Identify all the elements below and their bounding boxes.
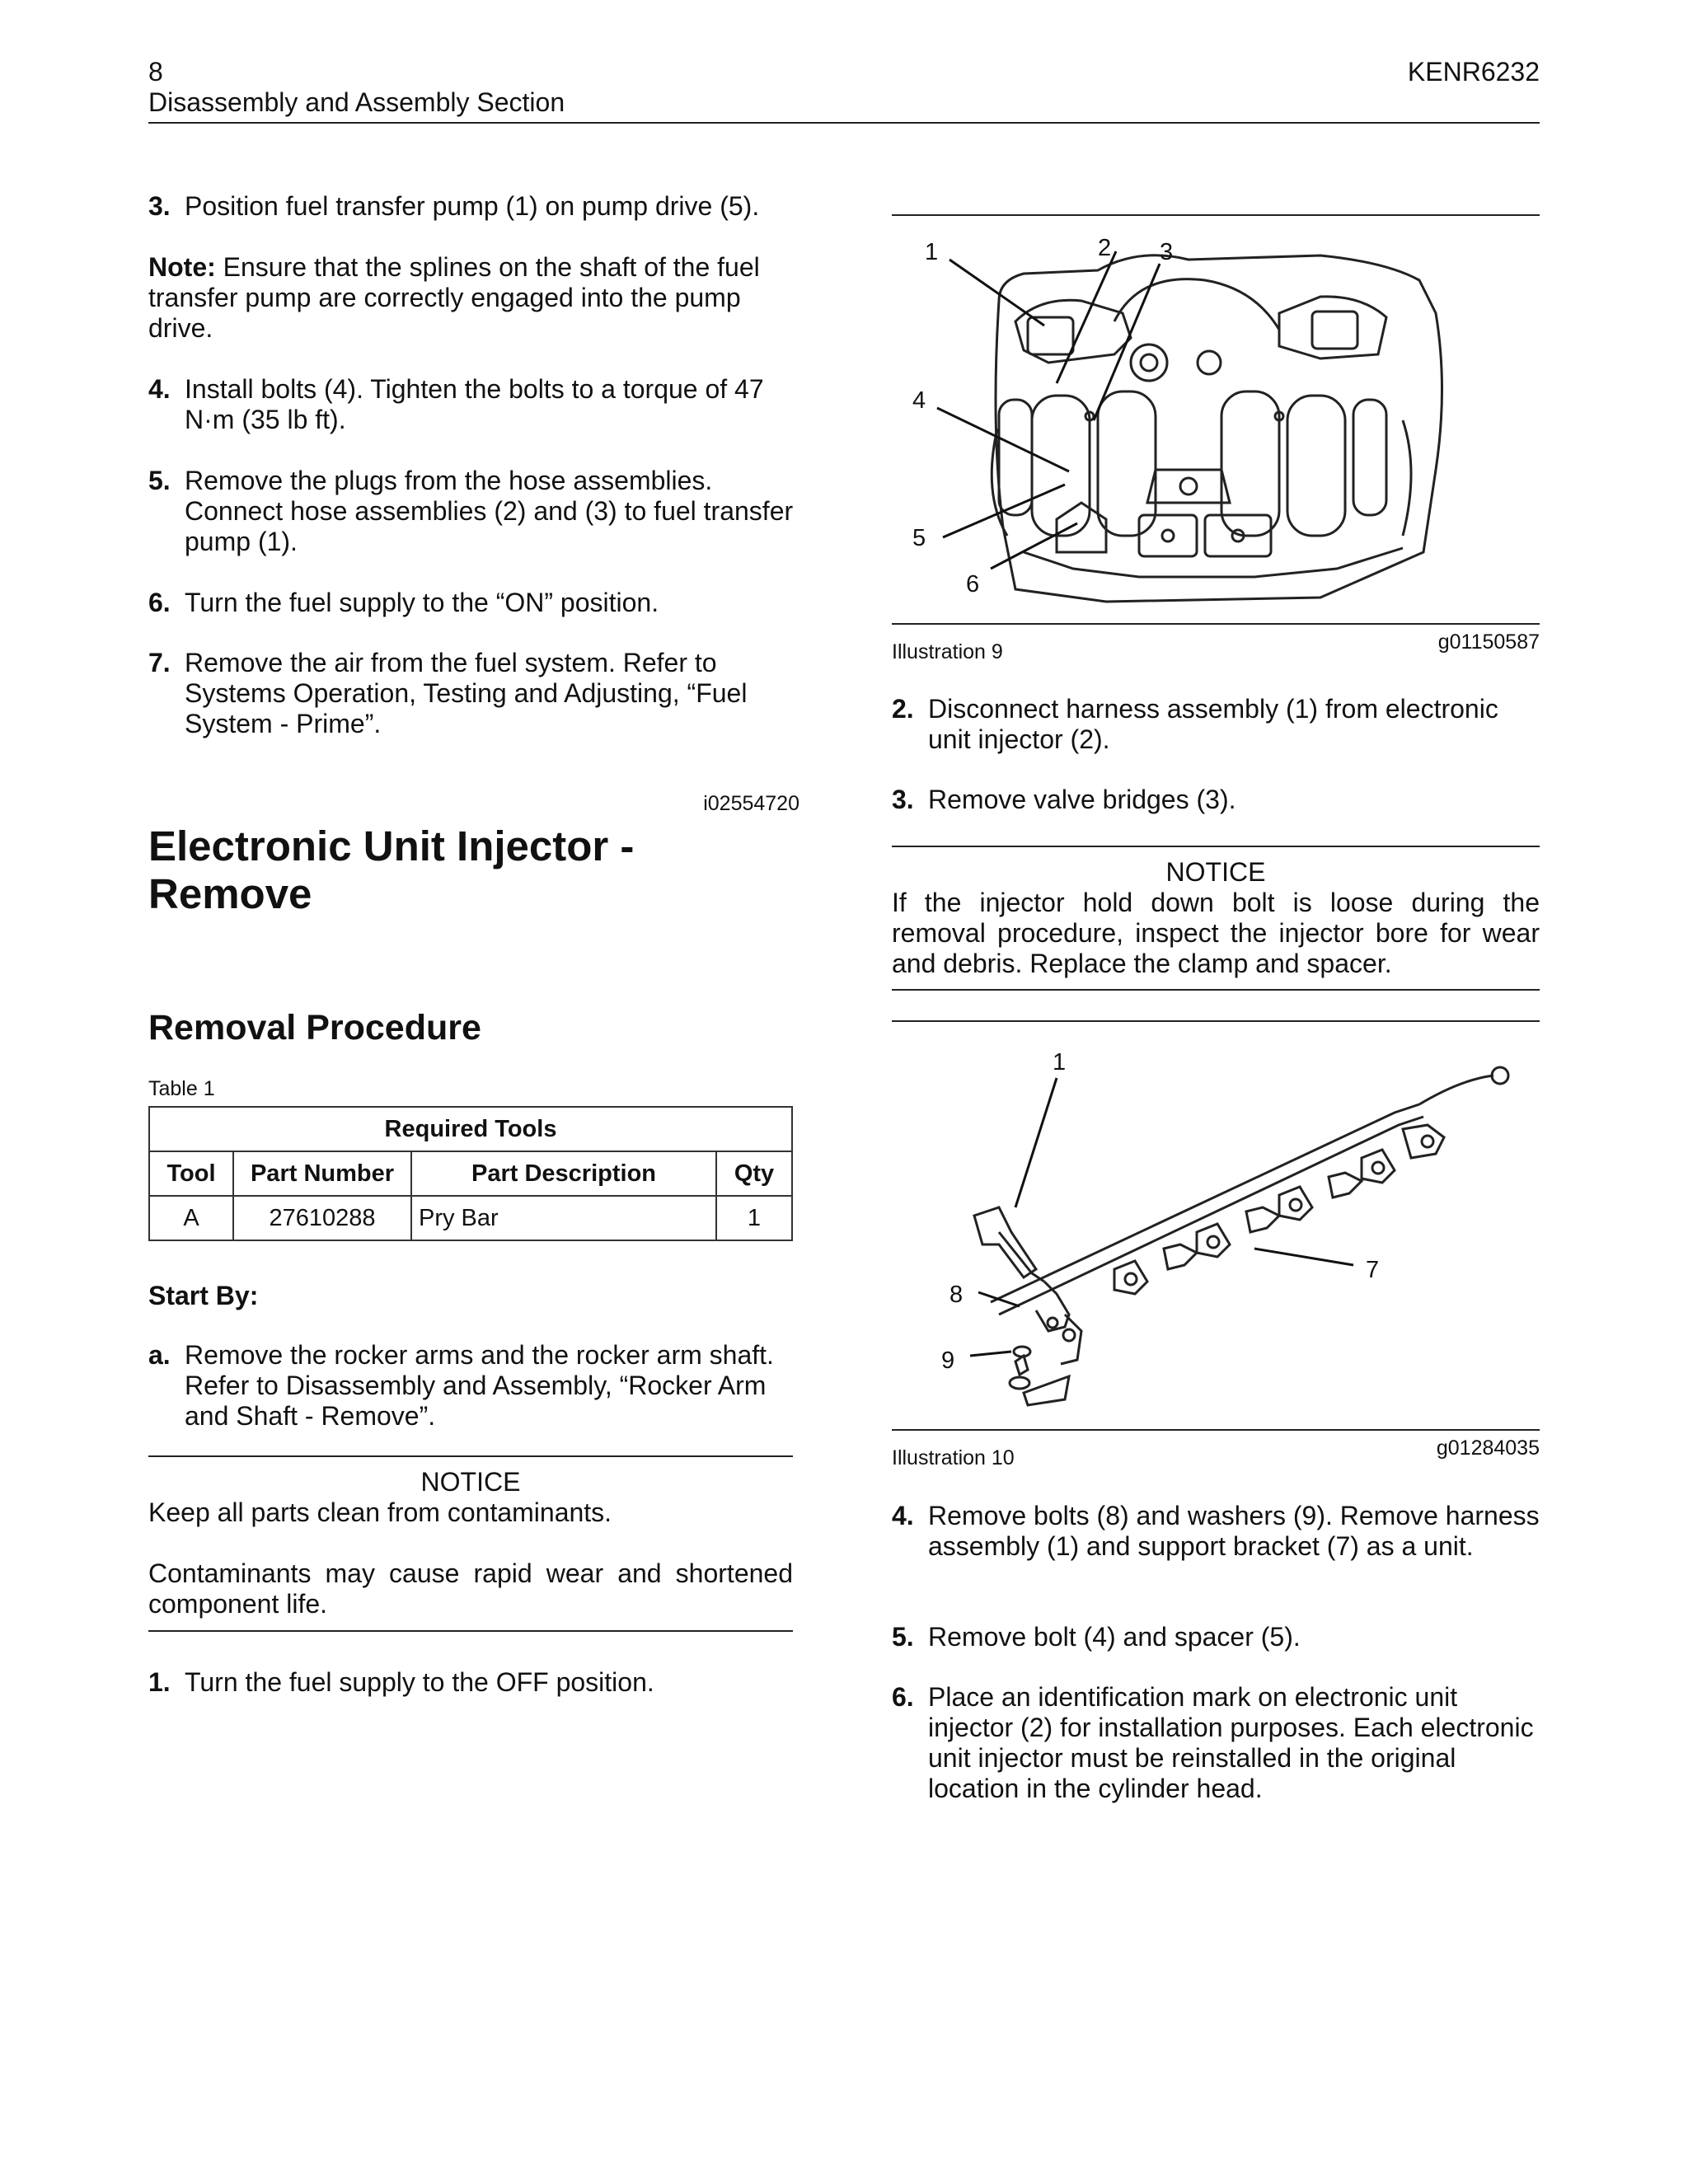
step-7-left: 7. Remove the air from the fuel system. Refer to Systems Operation, Testing and Adjusting, “Fuel System - Prime”. (148, 648, 748, 738)
step-6-left: 6. Turn the fuel supply to the “ON” position. (148, 588, 659, 617)
required-tools-table (148, 1106, 793, 1241)
table-caption: Table 1 (148, 1077, 215, 1100)
ill10-rule-bottom (892, 1429, 1540, 1431)
step-3-left: 3. Position fuel transfer pump (1) on pump drive (5). (148, 191, 760, 221)
ill10-code: g01284035 (1436, 1436, 1540, 1460)
ill9-rule-top (892, 214, 1540, 216)
table-col-header: Part Number (233, 1151, 411, 1196)
notice-paragraph: If the injector hold down bolt is loose during the removal procedure, inspect the injector bore for wear and debris. Replace the clamp and spacer. (892, 888, 1540, 978)
ill9-rule-bottom (892, 623, 1540, 625)
harness-drawing (974, 1067, 1508, 1405)
ill9-callout-4: 4 (912, 387, 926, 414)
table-row (149, 1196, 792, 1240)
notice-rule-top-right (892, 846, 1540, 847)
section-subtitle: Removal Procedure (148, 1008, 481, 1047)
step-2-right: 2. Disconnect harness assembly (1) from electronic unit injector (2). (892, 694, 1498, 754)
table-cell: A (149, 1196, 233, 1240)
notice-paragraph: Contaminants may cause rapid wear and shortened component life. (148, 1558, 793, 1619)
notice-rule-bottom-left (148, 1630, 793, 1632)
document-id: KENR6232 (1407, 57, 1540, 87)
step-4-right: 4. Remove bolts (8) and washers (9). Remove harness assembly (1) and support bracket (7) as a unit. (892, 1501, 1540, 1561)
ill10-callout-8: 8 (950, 1282, 964, 1308)
ill10-caption: Illustration 10 (892, 1446, 1015, 1469)
section-name: Disassembly and Assembly Section (148, 87, 565, 117)
table-col-header: Qty (716, 1151, 792, 1196)
ill9-leader-lines (937, 251, 1160, 569)
step-3-right: 3. Remove valve bridges (3). (892, 785, 1236, 814)
notice-title: NOTICE (1165, 857, 1266, 887)
ill10-callout-9: 9 (941, 1347, 955, 1374)
ill10-rule-top (892, 1020, 1540, 1022)
step-1-left: 1. Turn the fuel supply to the OFF position. (148, 1667, 654, 1697)
table-heading: Required Tools (149, 1107, 792, 1151)
illustration-10 (892, 1030, 1540, 1426)
table-cell: Pry Bar (411, 1196, 716, 1240)
step-5-right: 5. Remove bolt (4) and spacer (5). (892, 1622, 1301, 1652)
step-5-left: 5. Remove the plugs from the hose assemblies. Connect hose assemblies (2) and (3) to fuel transfer pump (1). (148, 466, 794, 556)
note-paragraph (148, 252, 799, 344)
ill9-callout-1: 1 (925, 239, 939, 265)
page-number: 8 (148, 57, 163, 87)
notice-right (892, 857, 1540, 979)
ill9-callout-3: 3 (1160, 239, 1174, 265)
notice-left (148, 1467, 793, 1619)
step-6-right: 6. Place an identification mark on electronic unit injector (2) for installation purposes. Each electronic unit injector must be reinstalled in the original location in the cylinder head. (892, 1682, 1534, 1803)
table-cell: 1 (716, 1196, 792, 1240)
table-cell: 27610288 (233, 1196, 411, 1240)
step-4-left: 4. Install bolts (4). Tighten the bolts to a torque of 47 N·m (35 lb ft). (148, 374, 764, 434)
ill9-callout-2: 2 (1098, 235, 1112, 261)
illustration-9 (892, 223, 1540, 621)
ill9-callout-5: 5 (912, 525, 926, 551)
cylinder-head-drawing (992, 255, 1442, 602)
start-by-label: Start By: (148, 1281, 259, 1310)
header-rule (148, 122, 1540, 124)
section-id: i02554720 (703, 792, 799, 815)
ill9-callout-6: 6 (966, 571, 980, 598)
notice-rule-bottom-right (892, 989, 1540, 991)
ill10-callout-7: 7 (1366, 1257, 1380, 1283)
ill10-leader-lines (970, 1078, 1353, 1356)
note-text: Ensure that the splines on the shaft of the fuel transfer pump are correctly engaged into the pump drive. (148, 252, 760, 343)
notice-title: NOTICE (420, 1467, 521, 1497)
page-title: Electronic Unit Injector - Remove (148, 823, 635, 917)
ill9-caption: Illustration 9 (892, 640, 1003, 663)
ill10-callout-1: 1 (1053, 1049, 1067, 1076)
table-col-header: Part Description (411, 1151, 716, 1196)
table-col-header: Tool (149, 1151, 233, 1196)
notice-rule-top-left (148, 1455, 793, 1457)
ill9-code: g01150587 (1437, 630, 1540, 654)
note-label: Note: (148, 252, 216, 282)
notice-paragraph: Keep all parts clean from contaminants. (148, 1497, 612, 1527)
start-step-a: a. Remove the rocker arms and the rocker arm shaft. Refer to Disassembly and Assembly, “Rocker Arm and Shaft - Remove”. (148, 1340, 774, 1431)
